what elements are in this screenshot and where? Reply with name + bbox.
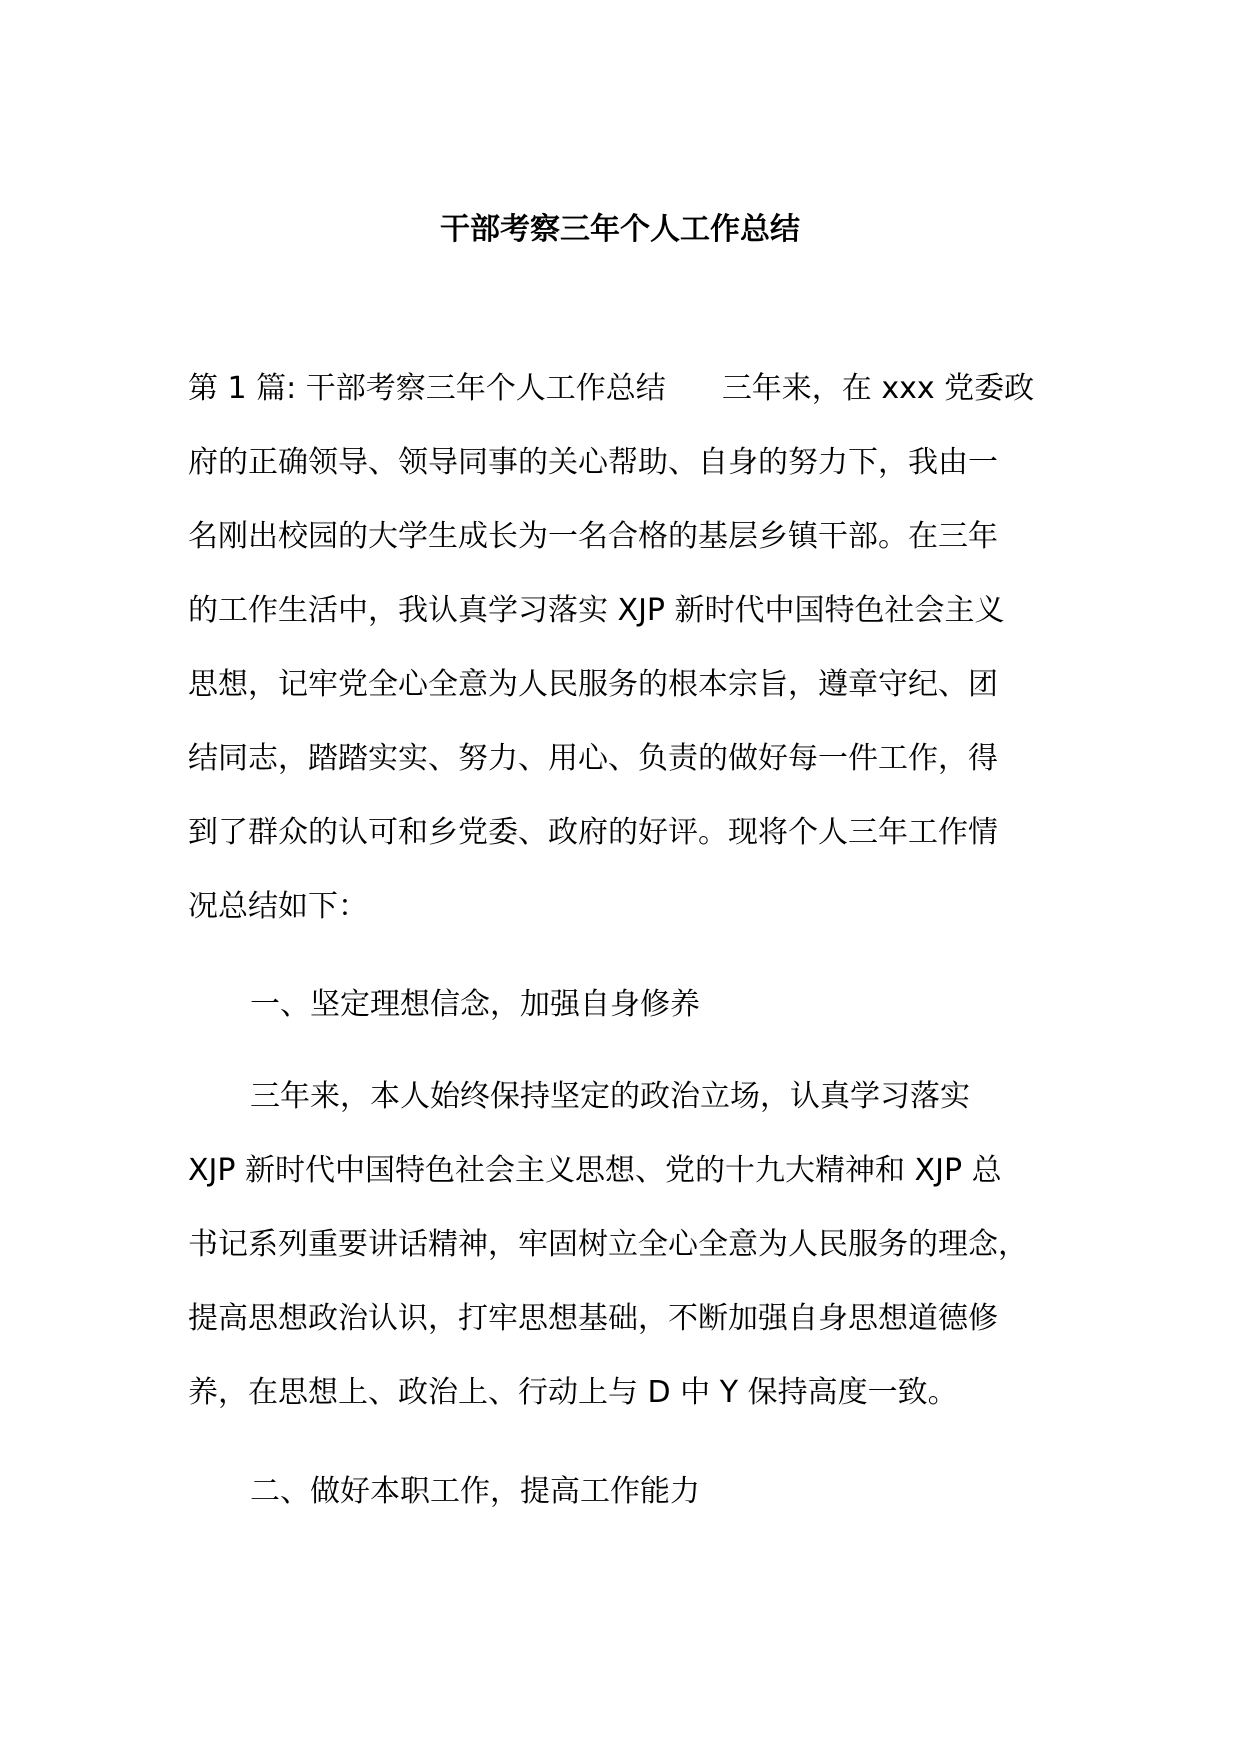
section-heading-2 [188, 1455, 1088, 1529]
paragraph-line: 书记系列重要讲话精神，牢固树立全心全意为人民服务的理念， [188, 1227, 1028, 1262]
section-heading-text: 二、做好本职工作，提高工作能力 [250, 1474, 700, 1509]
paragraph-1 [188, 352, 1088, 944]
paragraph-line: 的工作生活中，我认真学习落实 XJP 新时代中国特色社会主义 [188, 593, 1005, 628]
document-title: 干部考察三年个人工作总结 [440, 212, 800, 247]
paragraph-line: 提高思想政治认识，打牢思想基础，不断加强自身思想道德修 [188, 1301, 998, 1336]
paragraph-lead: 第 1 篇: 干部考察三年个人工作总结 [188, 371, 666, 406]
paragraph-line: 结同志，踏踏实实、努力、用心、负责的做好每一件工作，得 [188, 741, 998, 776]
paragraph-line: 况总结如下： [188, 889, 368, 924]
paragraph-line [188, 352, 1088, 426]
paragraph-2 [188, 1060, 1088, 1430]
paragraph-line-text: 三年来，在 xxx 党委政 [721, 371, 1035, 406]
paragraph-line: 名刚出校园的大学生成长为一名合格的基层乡镇干部。在三年 [188, 519, 998, 554]
paragraph-line: 到了群众的认可和乡党委、政府的好评。现将个人三年工作情 [188, 815, 998, 850]
paragraph-line: 思想，记牢党全心全意为人民服务的根本宗旨，遵章守纪、团 [188, 667, 998, 702]
paragraph-line: 三年来，本人始终保持坚定的政治立场，认真学习落实 [250, 1079, 970, 1114]
paragraph-line: 府的正确领导、领导同事的关心帮助、自身的努力下，我由一 [188, 445, 998, 480]
section-heading-text: 一、坚定理想信念，加强自身修养 [250, 987, 700, 1022]
paragraph-line: XJP 新时代中国特色社会主义思想、党的十九大精神和 XJP 总 [188, 1153, 1002, 1188]
paragraph-line: 养，在思想上、政治上、行动上与 D 中 Y 保持高度一致。 [188, 1375, 958, 1410]
section-heading-1 [188, 968, 1088, 1042]
